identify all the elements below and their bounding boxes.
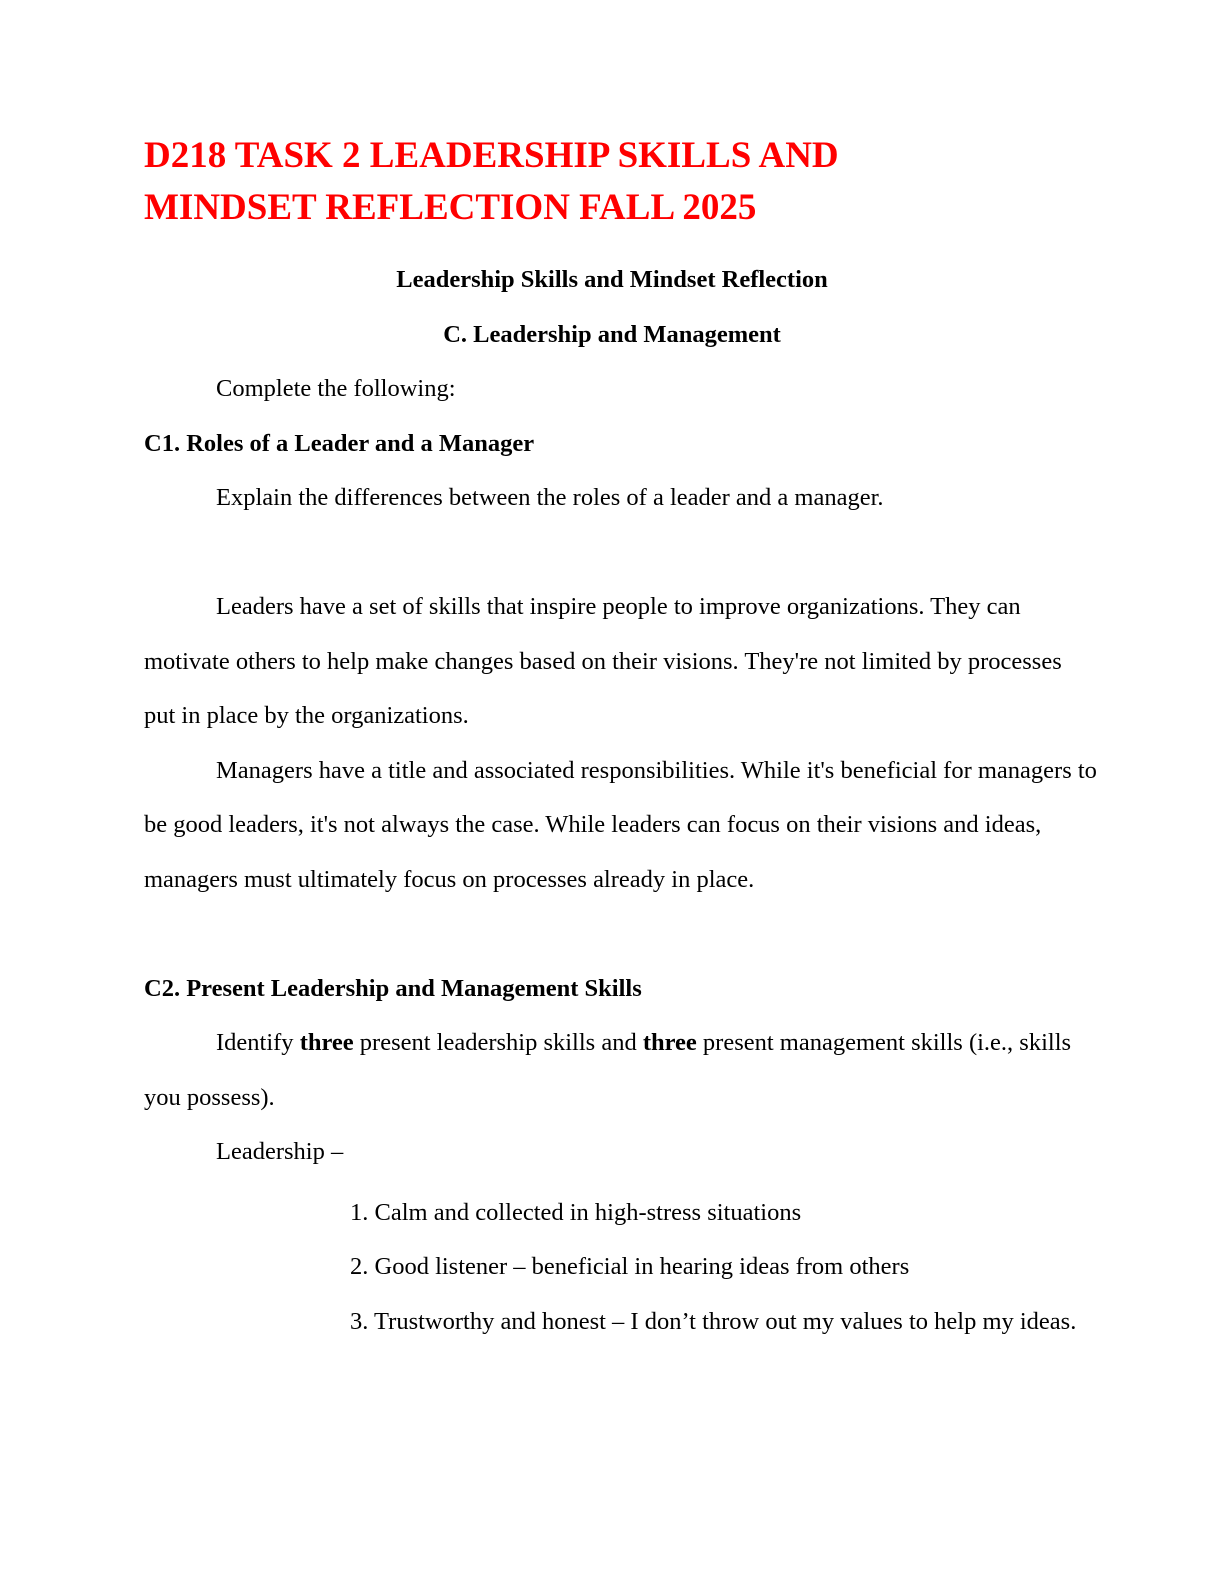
blank-line xyxy=(144,526,1080,581)
document-body xyxy=(144,253,1097,1349)
c2-heading: C2. Present Leadership and Management Skills xyxy=(144,974,642,1002)
paragraph-line: Managers have a title and associated responsibilities. While it's beneficial for managers to xyxy=(216,756,1097,784)
c2-prompt-line xyxy=(144,1016,1080,1071)
paragraph-line: be good leaders, it's not always the case. While leaders can focus on their visions and ideas, xyxy=(144,811,1042,838)
document-title-line: MINDSET REFLECTION FALL 2025 xyxy=(144,187,757,228)
list-item: 1. Calm and collected in high-stress situations xyxy=(350,1198,802,1226)
c2-prompt-segment-bold: three xyxy=(299,1029,354,1056)
document-title-line: D218 TASK 2 LEADERSHIP SKILLS AND xyxy=(144,135,839,176)
c2-prompt-segment-bold: three xyxy=(642,1029,697,1056)
c2-prompt-line: you possess). xyxy=(144,1083,275,1111)
c2-prompt-segment: present management skills (i.e., skills xyxy=(696,1029,1072,1056)
c2-prompt-segment: Identify xyxy=(216,1029,300,1056)
c1-prompt: Explain the differences between the roles of a leader and a manager. xyxy=(216,484,884,511)
c2-prompt-segment: present leadership skills and xyxy=(353,1029,643,1056)
paragraph-line: put in place by the organizations. xyxy=(144,702,469,729)
leadership-label: Leadership – xyxy=(216,1138,344,1165)
list-item: 3. Trustworthy and honest – I don’t throw out my values to help my ideas. xyxy=(350,1307,1077,1335)
doc-subtitle: Leadership Skills and Mindset Reflection xyxy=(396,266,828,293)
section-heading: C. Leadership and Management xyxy=(443,320,781,348)
instruction-line: Complete the following: xyxy=(216,375,456,402)
paragraph-line: managers must ultimately focus on processes already in place. xyxy=(144,865,755,893)
list-item: 2. Good listener – beneficial in hearing ideas from others xyxy=(350,1253,910,1280)
paragraph-line: motivate others to help make changes based on their visions. They're not limited by processes xyxy=(144,647,1062,675)
c1-heading: C1. Roles of a Leader and a Manager xyxy=(144,429,535,457)
leadership-skills-list xyxy=(144,1186,1080,1350)
paragraph-line: Leaders have a set of skills that inspire people to improve organizations. They can xyxy=(216,593,1021,620)
document-title xyxy=(144,130,1104,234)
blank-line xyxy=(144,907,1080,962)
